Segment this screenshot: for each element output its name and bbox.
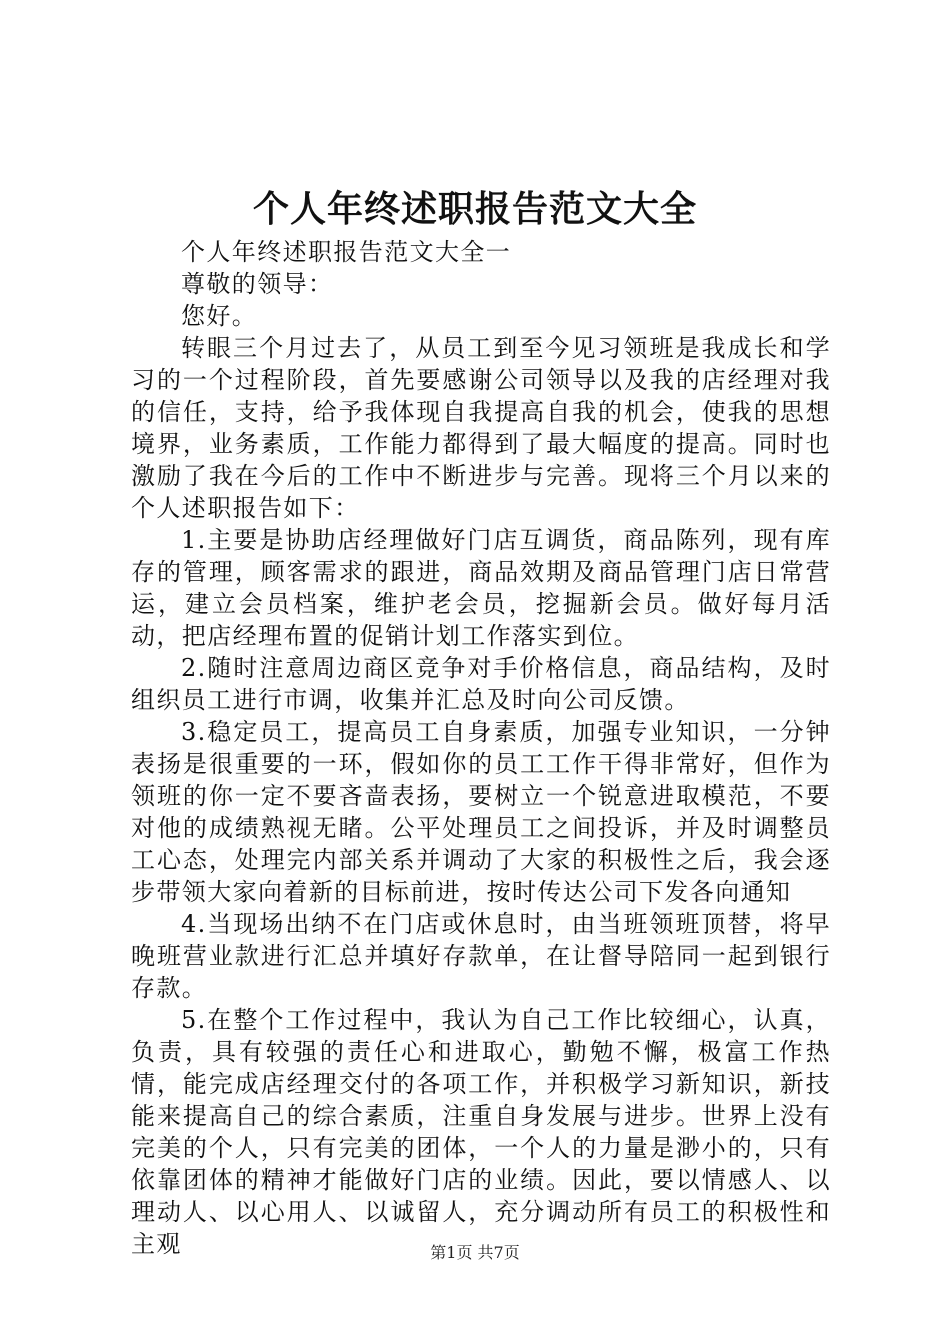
paragraph-item-5: 5.在整个工作过程中，我认为自己工作比较细心，认真，负责，具有较强的责任心和进取心，勤勉不懈，极富工作热情，能完成店经理交付的各项工作，并积极学习新知识，新技能来提高自己的综合素质，注重自身发展与进步。世界上没有完美的个人，只有完美的团体，一个人的力量是渺小的，只有依靠团体的精神才能做好门店的业绩。因此，要以情感人、以理动人、以心用人、以诚留人，充分调动所有员工的积极性和主观 (131, 1006, 831, 1258)
document-title: 个人年终述职报告范文大全 (252, 188, 697, 230)
paragraph-greeting: 您好。 (181, 302, 258, 330)
paragraph-item-4: 4.当现场出纳不在门店或休息时，由当班领班顶替，将早晚班营业款进行汇总并填好存款单，在让督导陪同一起到银行存款。 (131, 910, 831, 1002)
page-footer: 第1页 共7页 (430, 1243, 520, 1262)
paragraph-subtitle: 个人年终述职报告范文大全一 (181, 238, 512, 266)
paragraph-item-1: 1.主要是协助店经理做好门店互调货，商品陈列，现有库存的管理，顾客需求的跟进，商品效期及商品管理门店日常营运，建立会员档案，维护老会员，挖掘新会员。做好每月活动，把店经理布置的促销计划工作落实到位。 (131, 526, 831, 650)
paragraph-item-2: 2.随时注意周边商区竞争对手价格信息，商品结构，及时组织员工进行市调，收集并汇总及时向公司反馈。 (131, 654, 831, 714)
paragraph-salutation: 尊敬的领导： (181, 270, 334, 298)
document-body (131, 236, 831, 1260)
paragraph-item-3: 3.稳定员工，提高员工自身素质，加强专业知识，一分钟表扬是很重要的一环，假如你的员工工作干得非常好，但作为领班的你一定不要吝啬表扬，要树立一个锐意进取模范，不要对他的成绩熟视无睹。公平处理员工之间投诉，并及时调整员工心态，处理完内部关系并调动了大家的积极性之后，我会逐步带领大家向着新的目标前进，按时传达公司下发各向通知 (131, 718, 831, 906)
paragraph-intro: 转眼三个月过去了，从员工到至今见习领班是我成长和学习的一个过程阶段，首先要感谢公司领导以及我的店经理对我的信任，支持，给予我体现自我提高自我的机会，使我的思想境界，业务素质，工作能力都得到了最大幅度的提高。同时也激励了我在今后的工作中不断进步与完善。现将三个月以来的个人述职报告如下： (131, 334, 831, 522)
